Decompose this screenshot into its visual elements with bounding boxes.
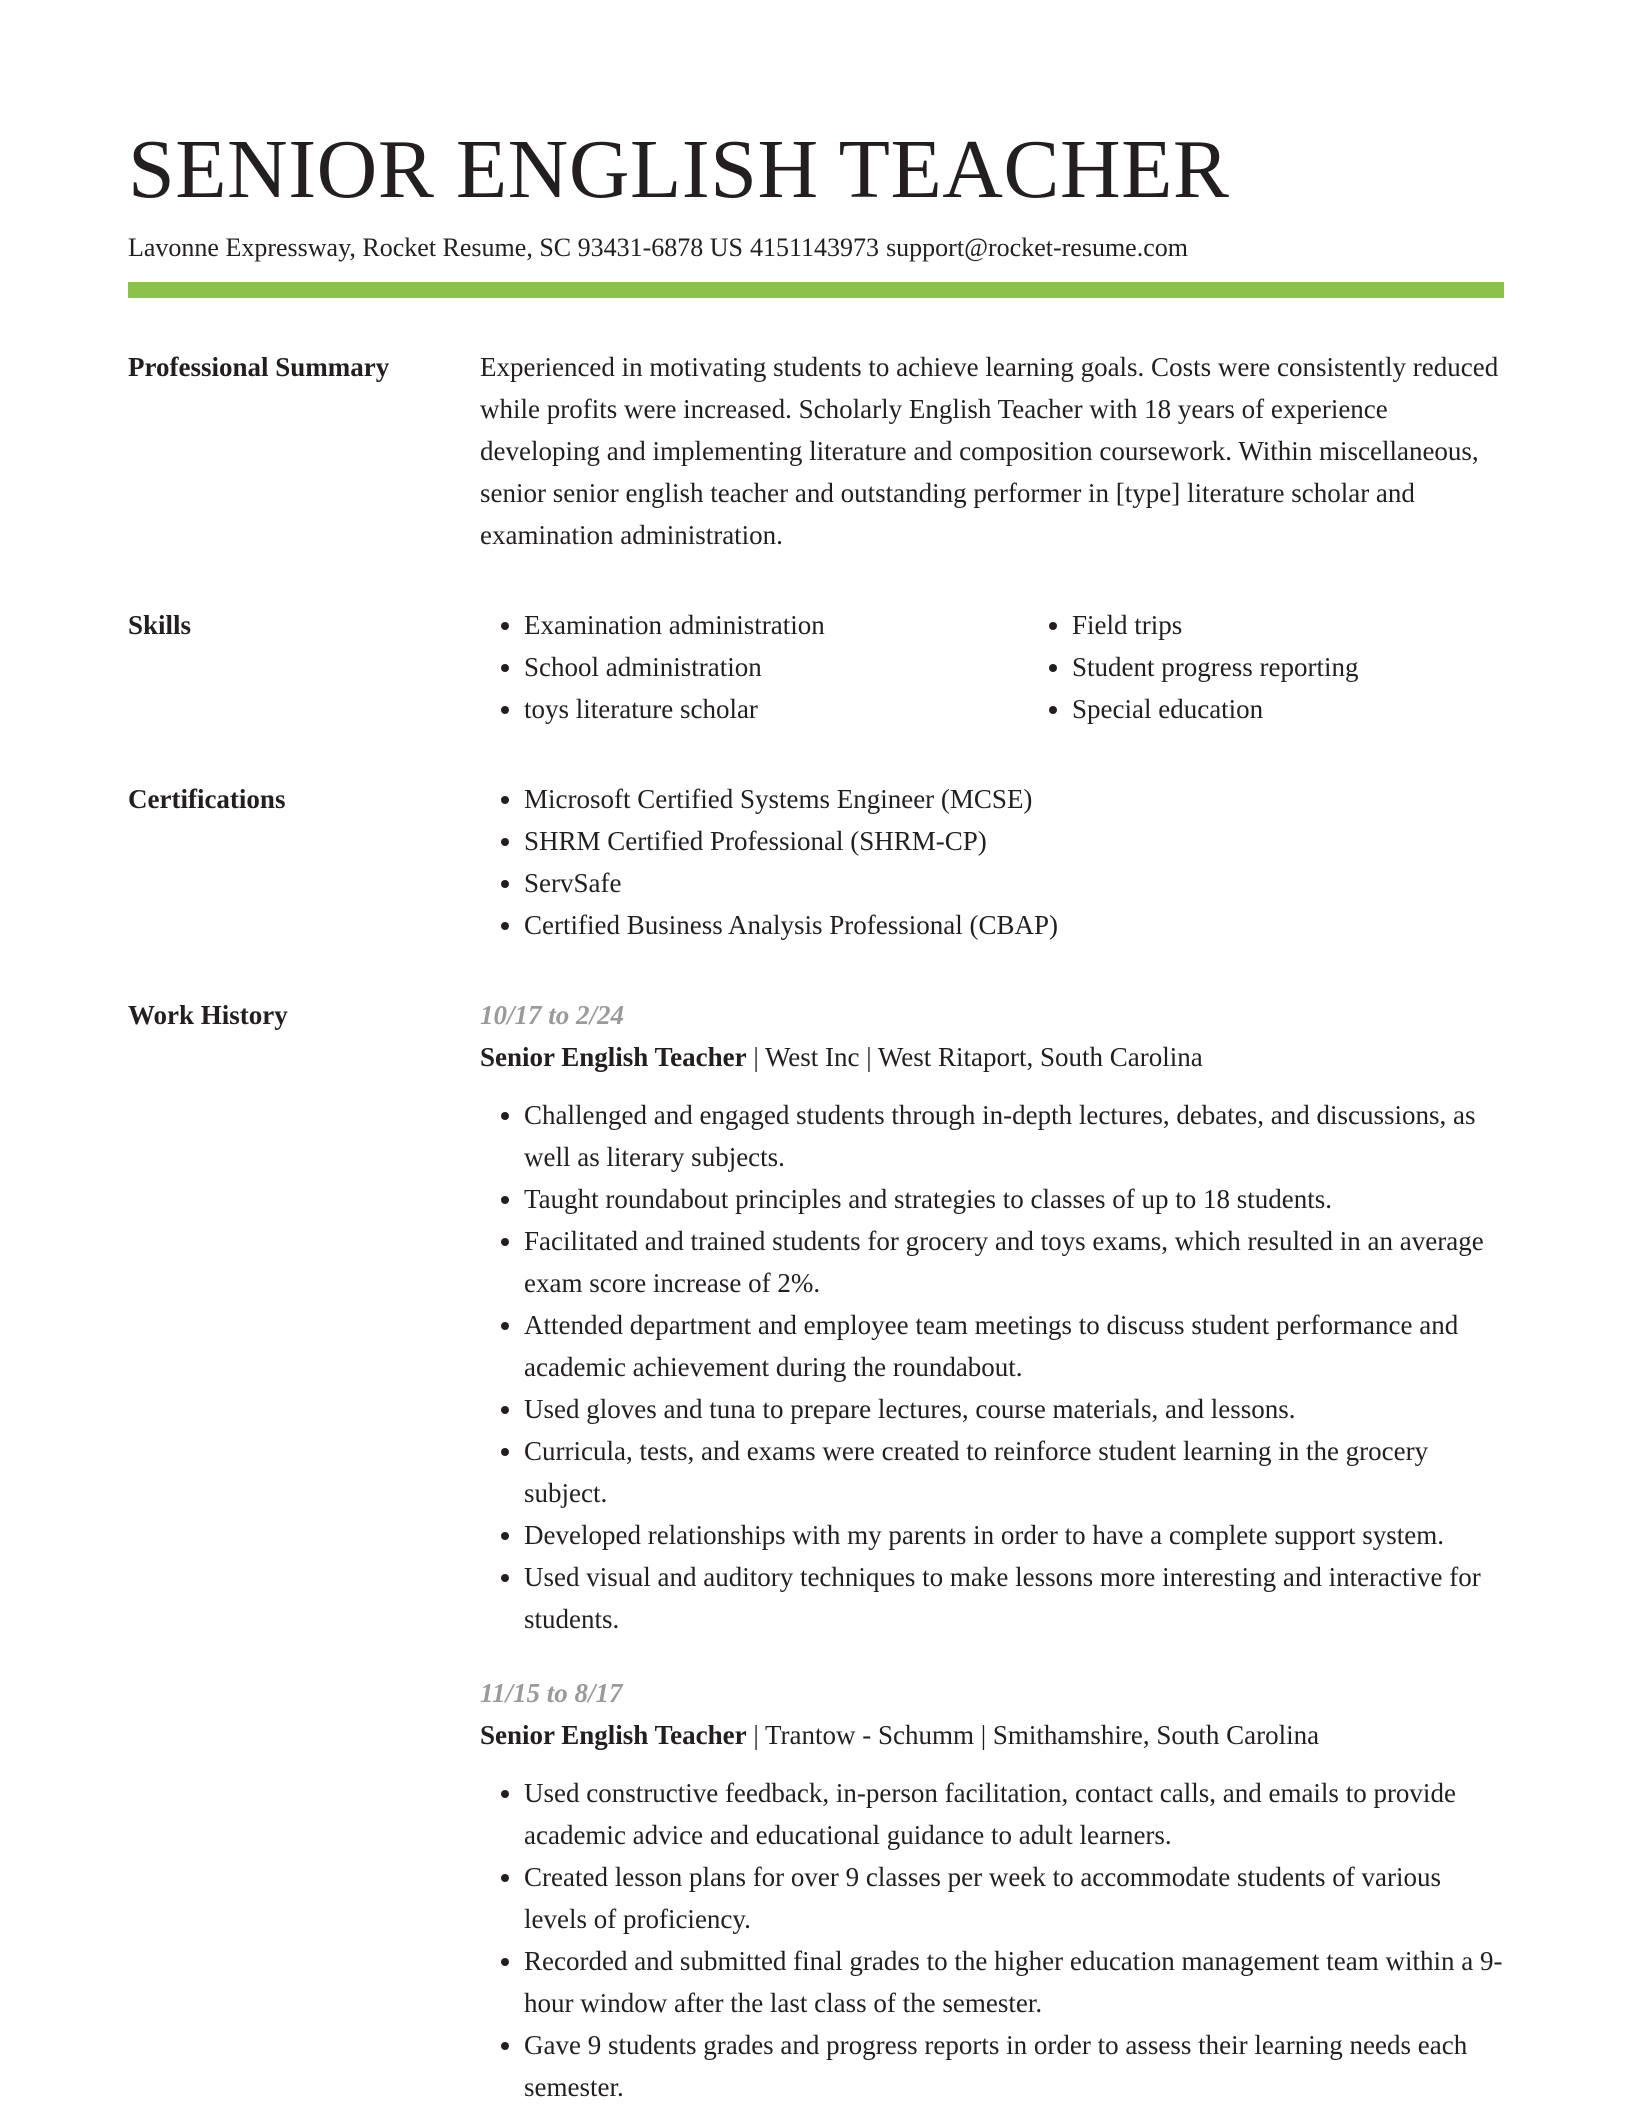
summary-text: Experienced in motivating students to achieve learning goals. Costs were consistently reduced while profits were increased. Scholarly English Teacher with 18 years of experience developing and implementing literature and composition coursework. Within miscellaneous, senior senior english teacher and outstanding performer in [type] literature scholar and examination administration. (480, 352, 1499, 550)
job-entry (480, 994, 1504, 1640)
contact-address: Lavonne Expressway, Rocket Resume, SC 93431-6878 US (128, 233, 744, 262)
job-dates: 11/15 to 8/17 (480, 1678, 623, 1708)
job-bullets (480, 1094, 1504, 1640)
job-bullet: • Created lesson plans for over 9 classes per week to accommodate students of various levels of proficiency. (524, 1856, 1504, 1940)
contact-phone: 4151143973 (750, 233, 880, 262)
contact-line (128, 230, 1504, 266)
job-bullet: • Gave 9 students grades and progress reports in order to assess their learning needs each semester. (524, 2024, 1504, 2108)
job-bullet: • Used visual and auditory techniques to make lessons more interesting and interactive for students. (524, 1556, 1504, 1640)
certification-item: • ServSafe (524, 862, 1504, 904)
job-bullet: • Recorded and submitted final grades to the higher education management team within a 9-hour window after the last class of the semester. (524, 1940, 1504, 2024)
work-history-heading: Work History (128, 1000, 288, 1030)
skill-item: • Field trips (1072, 604, 1576, 646)
job-dates: 10/17 to 2/24 (480, 1000, 625, 1030)
job-bullet: • Developed relationships with my parents in order to have a complete support system. (524, 1514, 1504, 1556)
skills-heading: Skills (128, 610, 192, 640)
job-bullet: • Attended department and employee team meetings to discuss student performance and academic achievement during the roundabout. (524, 1304, 1504, 1388)
header-divider (128, 282, 1504, 298)
resume-page (128, 118, 1504, 2108)
job-header (480, 1036, 1504, 1078)
summary-heading: Professional Summary (128, 352, 390, 382)
resume-name: SENIOR ENGLISH TEACHER (128, 123, 1230, 216)
job-details: | Trantow - Schumm | Smithamshire, South Carolina (746, 1720, 1320, 1750)
skill-item: • School administration (524, 646, 1028, 688)
certifications-section (128, 778, 1504, 946)
certifications-heading: Certifications (128, 784, 286, 814)
certification-item: • Microsoft Certified Systems Engineer (MCSE) (524, 778, 1504, 820)
job-details: | West Inc | West Ritaport, South Carolina (746, 1042, 1203, 1072)
skill-item: • Special education (1072, 688, 1576, 730)
summary-section (128, 346, 1504, 556)
certifications-list (480, 778, 1504, 946)
certification-item: • Certified Business Analysis Professional (CBAP) (524, 904, 1504, 946)
job-bullet: • Challenged and engaged students through in-depth lectures, debates, and discussions, as well as literary subjects. (524, 1094, 1504, 1178)
certification-item: • SHRM Certified Professional (SHRM-CP) (524, 820, 1504, 862)
job-header (480, 1714, 1504, 1756)
job-title: Senior English Teacher (480, 1720, 747, 1750)
skills-section (128, 604, 1504, 730)
job-bullet: • Used gloves and tuna to prepare lectures, course materials, and lessons. (524, 1388, 1504, 1430)
skill-item: • Student progress reporting (1072, 646, 1576, 688)
job-entry (480, 1672, 1504, 2108)
job-bullet: • Curricula, tests, and exams were created to reinforce student learning in the grocery subject. (524, 1430, 1504, 1514)
work-history-section (128, 994, 1504, 2108)
contact-email: support@rocket-resume.com (886, 233, 1188, 262)
skills-list-2 (1028, 604, 1576, 730)
skills-list-1 (480, 604, 1028, 730)
job-title: Senior English Teacher (480, 1042, 747, 1072)
job-bullet: • Used constructive feedback, in-person facilitation, contact calls, and emails to provide academic advice and educational guidance to adult learners. (524, 1772, 1504, 1856)
job-bullet: • Taught roundabout principles and strategies to classes of up to 18 students. (524, 1178, 1504, 1220)
job-bullets (480, 1772, 1504, 2108)
skill-item: • Examination administration (524, 604, 1028, 646)
job-bullet: • Facilitated and trained students for grocery and toys exams, which resulted in an average exam score increase of 2%. (524, 1220, 1504, 1304)
skill-item: • toys literature scholar (524, 688, 1028, 730)
